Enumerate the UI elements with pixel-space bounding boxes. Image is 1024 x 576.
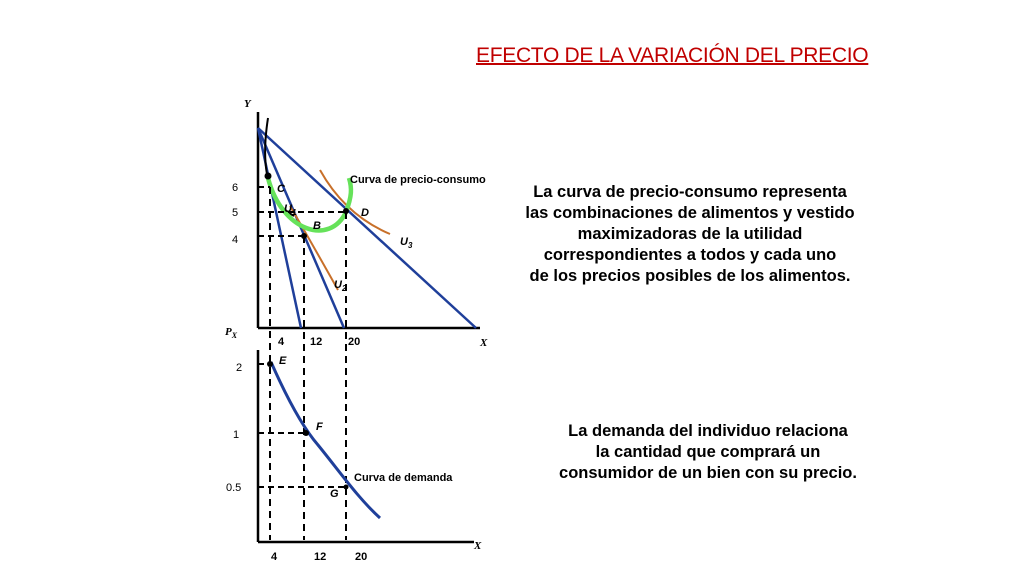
explanation-line: de los precios posibles de los alimentos.: [529, 267, 851, 285]
demand-curve-label: Curva de demanda: [354, 472, 453, 484]
explanation-line: las combinaciones de alimentos y vestido: [525, 204, 855, 222]
u2-label: $U_2$: [334, 279, 347, 293]
upper-y-axis-label: Y: [244, 98, 251, 110]
point-b-marker: [301, 233, 307, 239]
lower-panel: [225, 326, 482, 563]
y-tick-6: 6: [232, 182, 239, 194]
demand-curve: [271, 362, 380, 518]
price-consumption-label: Curva de precio-consumo: [350, 174, 486, 186]
price-consumption-explanation: [508, 182, 872, 287]
upper-x-axis-label: X: [480, 337, 488, 349]
p-tick-05: 0.5: [226, 482, 242, 494]
point-e-marker: [267, 361, 273, 367]
point-g-label: G: [330, 488, 339, 500]
upper-x-tick-20: 20: [348, 336, 361, 348]
point-e-label: E: [279, 355, 287, 367]
y-tick-5: 5: [232, 207, 239, 219]
u1-label: $U_1$: [284, 203, 297, 217]
y-tick-4: 4: [232, 234, 239, 246]
explanation-line: La curva de precio-consumo representa: [533, 183, 847, 201]
point-c-marker: [265, 173, 272, 180]
p-tick-2: 2: [236, 362, 243, 374]
point-g-marker: [344, 485, 349, 490]
point-f-label: F: [316, 421, 323, 433]
explanation-line: la cantidad que comprará un: [595, 443, 821, 461]
upper-x-tick-12: 12: [310, 336, 323, 348]
point-b-label: B: [313, 220, 321, 232]
p-tick-1: 1: [233, 429, 240, 441]
explanation-line: consumidor de un bien con su precio.: [559, 464, 857, 482]
explanation-line: correspondientes a todos y cada uno: [543, 246, 837, 264]
page-title: EFECTO DE LA VARIACIÓN DEL PRECIO: [476, 44, 869, 67]
point-f-marker: [303, 430, 309, 436]
explanation-line: La demanda del individuo relaciona: [568, 422, 848, 440]
indifference-curve-u2: [290, 206, 338, 290]
lower-x-tick-12: 12: [314, 551, 327, 563]
lower-x-tick-4: 4: [271, 551, 278, 563]
demand-explanation: [540, 421, 876, 484]
lower-x-axis-label: X: [474, 540, 482, 552]
upper-x-tick-4: 4: [278, 336, 285, 348]
budget-line-3: [258, 128, 476, 328]
explanation-line: maximizadoras de la utilidad: [577, 225, 803, 243]
point-d-marker: [343, 208, 349, 214]
point-c-label: C: [277, 183, 285, 195]
lower-y-axis-label: $P_X$: [225, 326, 238, 340]
u3-label: $U_3$: [400, 236, 413, 250]
point-d-label: D: [361, 207, 369, 219]
lower-x-tick-20: 20: [355, 551, 368, 563]
